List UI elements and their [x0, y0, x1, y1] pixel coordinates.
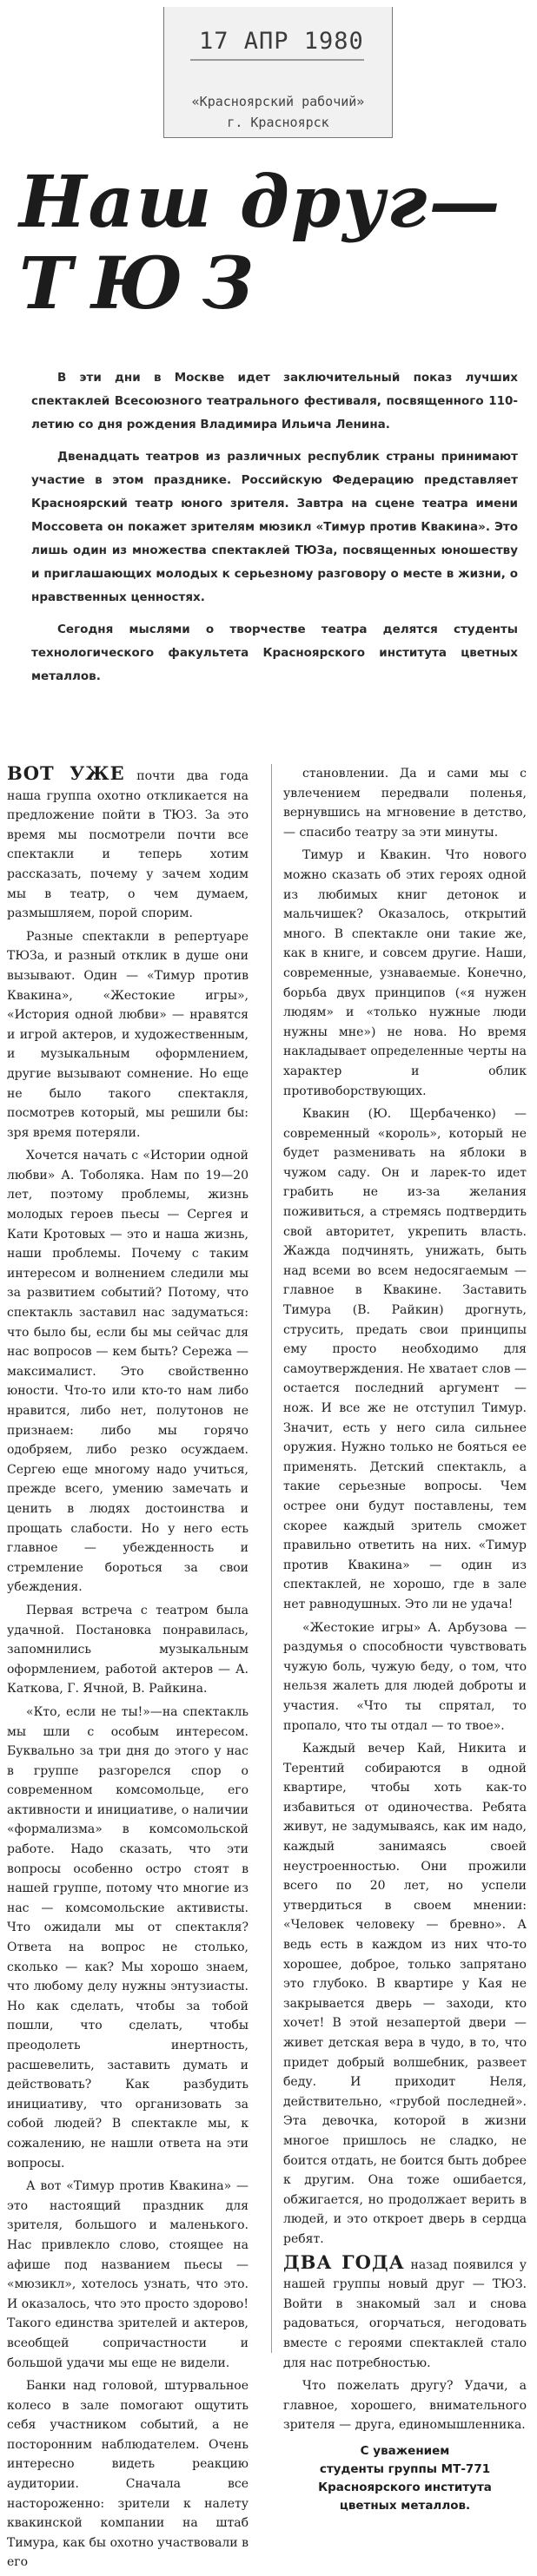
- body-paragraph: Разные спектакли в репертуаре ТЮЗа, и разный отклик в душе они вызывают. Один — «Тимур против Квакина», «Жестокие игры», «История одной любви» — нравятся и игрой актеров, и художественным, и музыкальным оформлением, другие вызывают сомнение. Но еще не было такого спектакля, посмотрев который, мы решили бы: зря время потеряли.: [7, 929, 249, 1140]
- signature-line: цветных металлов.: [339, 2498, 471, 2513]
- article-lead: [31, 366, 518, 697]
- body-paragraph: Банки над головой, штурвальное колесо в зале помогают ощутить себя участником событий, а не посторонним наблюдателем. Очень интересно видеть реакцию аудитории. Сначала все настороженно: зрители к налету квакинской компании на штаб Тимура, как бы охотно участвовали в его: [7, 2379, 249, 2570]
- body-paragraph: Хочется начать с «Истории одной любви» А. Тоболяка. Нам по 19—20 лет, поэтому проблемы, жизнь молодых героев пьесы — Сергея и Кати Кротовых — это и наша жизнь, наши проблемы. Почему с таким интересом и волнением следили мы за развитием событий? Потому, что спектакль заставил нас задуматься: что было бы, если бы мы сейчас для нас вопросов — кем быть? Сережа — максималист. Это свойственно юности. Что-то или кто-то нам либо нравится, либо нет, полутонов не признаем: либо мы горячо одобряем, либо резко осуждаем. Сергею еще многому надо учиться, прежде всего, умению замечать и ценить в людях достоинства и прощать слабости. Но у него есть главное — убежденность и стремление бороться за свои убеждения.: [7, 1149, 249, 1595]
- stamp-city: г. Красноярск: [227, 115, 329, 130]
- body-paragraph: Каждый вечер Кай, Никита и Терентий собираются в одной квартире, чтобы хоть как-то избавиться от одиночества. Ребята живут, не задумываясь, как им надо, каждый занимаясь своей неустроенностью. Они прожили всего по 20 лет, но успели утвердиться в своем мнении: «Человек человеку — бревно». А ведь есть в каждом из них что-то хорошее, доброе, только запрятано это глубоко. В квартире у Кая не закрывается дверь — заходи, кто хочет! В этой незапертой двери — живет детская вера в чудо, в то, что придет добрый волшебник, развеет беду. И приходит Неля, действительно, «грубой последней». Эта девочка, которой в жизни многое пришлось не сладко, не боится отдать, не боится быть добрее к другим. Она тоже ошибается, обжигается, но продолжает верить в людей, и это откроет дверь в сердца ребят.: [283, 1742, 527, 2246]
- body-paragraph: Первая встреча с театром была удачной. Постановка понравилась, запомнились музыкальным оформлением, работой актеров — А. Каткова, Г. Ячной, В. Райкина.: [7, 1603, 249, 1696]
- title-line-1: Наш друг—: [19, 161, 502, 244]
- title-line-2: ТЮЗ: [19, 242, 273, 326]
- body-paragraph: ДВА ГОДА назад появился у нашей группы новый друг — ТЮЗ. Войти в знакомый зал и снова радоваться, огорчаться, негодовать вместе с героями спектаклей стало для нас потребностью.: [283, 2250, 527, 2370]
- left-column: [7, 764, 249, 2576]
- body-paragraph: «Жестокие игры» А. Арбузова — раздумья о способности чувствовать чужую боль, чужую беду, о том, что нельзя жалеть для людей доброты и участия. «Что ты спрятал, то пропало, что ты отдал — то твое».: [283, 1620, 527, 1733]
- body-paragraph: Тимур и Квакин. Что нового можно сказать об этих героях одной из любимых книг детонок и мальчишек? Оказалось, открытий много. В спектакле они такие же, как в книге, и совсем другие. Наши, современные, узнаваемые. Конечно, борьба двух принципов («я нужен людям» и «только нужные люди нужны мне») не нова. Но время накладывает определенные черты на характер и облик противоборствующих.: [283, 848, 527, 1098]
- stamp-publication: «Красноярский рабочий»: [191, 94, 365, 109]
- column-divider: [271, 764, 272, 2353]
- signature-line: Красноярского института: [318, 2480, 492, 2494]
- lead-paragraph: В эти дни в Москве идет заключительный показ лучших спектаклей Всесоюзного театрального фестиваля, посвященного 110-летию со дня рождения Владимира Ильича Ленина.: [31, 371, 518, 432]
- body-paragraph: ВОТ УЖЕ почти два года наша группа охотно откликается на предложение пойти в ТЮЗ. За это время мы посмотрели почти все спектакли и теперь хотим рассказать, почему у зачем ходим мы в театр, о чем думаем, размышляем, порой спорим.: [7, 762, 249, 921]
- archive-stamp: [163, 7, 393, 138]
- stamp-date: 17 АПР 1980: [199, 28, 364, 55]
- signature-line: студенты группы МТ-771: [319, 2461, 491, 2476]
- lead-paragraph: Двенадцать театров из различных республик страны принимают участие в этом празднике. Российскую Федерацию представляет Красноярский театр юного зрителя. Завтра на сцене театра имени Моссовета он покажет зрителям мюзикл «Тимур против Квакина». Это лишь один из множества спектаклей ТЮЗа, посвященных юношеству и приглашающих молодых к серьезному разговору о месте в жизни, о нравственных ценностях.: [31, 450, 518, 604]
- body-paragraph: А вот «Тимур против Квакина» — это настоящий праздник для зрителя, большого и маленького. Нас привлекло слово, стоящее на афише под названием пьесы — «мюзикл», хотелось узнать, что это. И оказалось, что это просто здорово! Такого единства зрителей и актеров, всеобщей сопричастности и большой удачи мы еще не видели.: [7, 2179, 249, 2370]
- lead-paragraph: Сегодня мыслями о творчестве театра делятся студенты технологического факультета Красноярского института цветных металлов.: [31, 623, 518, 683]
- body-paragraph: «Кто, если не ты!»—на спектакль мы шли с особым интересом. Буквально за три дня до этого у нас в группе разгорелся спор о современном комсомольце, его активности и инициативе, о наличии «формализма» в комсомольской работе. Надо сказать, что эти вопросы особенно остро стоят в нашей группе, потому что многие из нас — комсомольские активисты. Что ожидали мы от спектакля? Ответа на вопрос не столько, сколько — как? Мы хорошо знаем, что любому делу нужны энтузиасты. Но как сделать, чтобы за тобой пошли, что сделать, чтобы преодолеть инертность, расшевелить, заставить думать и действовать? Как разбудить инициативу, что организовать за собой людей? В спектакле мы, к сожалению, не нашли ответа на эти вопросы.: [7, 1704, 249, 2171]
- right-column: [283, 764, 527, 2515]
- paragraph-lead-caps: ВОТ УЖЕ: [7, 762, 125, 784]
- article-signature: [283, 2442, 527, 2515]
- paragraph-lead-caps: ДВА ГОДА: [283, 2250, 405, 2273]
- body-paragraph: Что пожелать другу? Удачи, а главное, хорошего, внимательного зрителя — друга, единомышленника.: [283, 2379, 527, 2433]
- signature-line: С уважением: [360, 2443, 450, 2458]
- article-title: [19, 161, 514, 325]
- body-paragraph: становлении. Да и сами мы с увлечением передвали поленья, вернувшись на мгновение в детство, — спасибо театру за эти минуты.: [283, 767, 527, 840]
- stamp-divider: [190, 59, 364, 61]
- body-paragraph: Квакин (Ю. Щербаченко) — современный «король», который не будет разменивать на яблоки в чужом саду. Он и ларек-то идет грабить не из-за желания поживиться, а стремясь подтвердить свой авторитет, укрепить власть. Жажда подчинять, унижать, быть над всеми во всем недосягаемым — главное в Квакине. Заставить Тимура (В. Райкин) дрогнуть, струсить, предать свои принципы ему просто необходимо для самоутверждения. Не хватает слов — остается последний аргумент — нож. И все же не отступил Тимур. Значит, есть у него сила сильнее оружия. Нужно только не бояться ее применять. Детский спектакль, а такие серьезные вопросы. Чем острее они будут поставлены, тем скорее каждый зритель сможет правильно ответить на них. «Тимур против Квакина» — один из спектаклей, не хорошо, где в зале нет равнодушных. Это ли не удача!: [283, 1107, 527, 1611]
